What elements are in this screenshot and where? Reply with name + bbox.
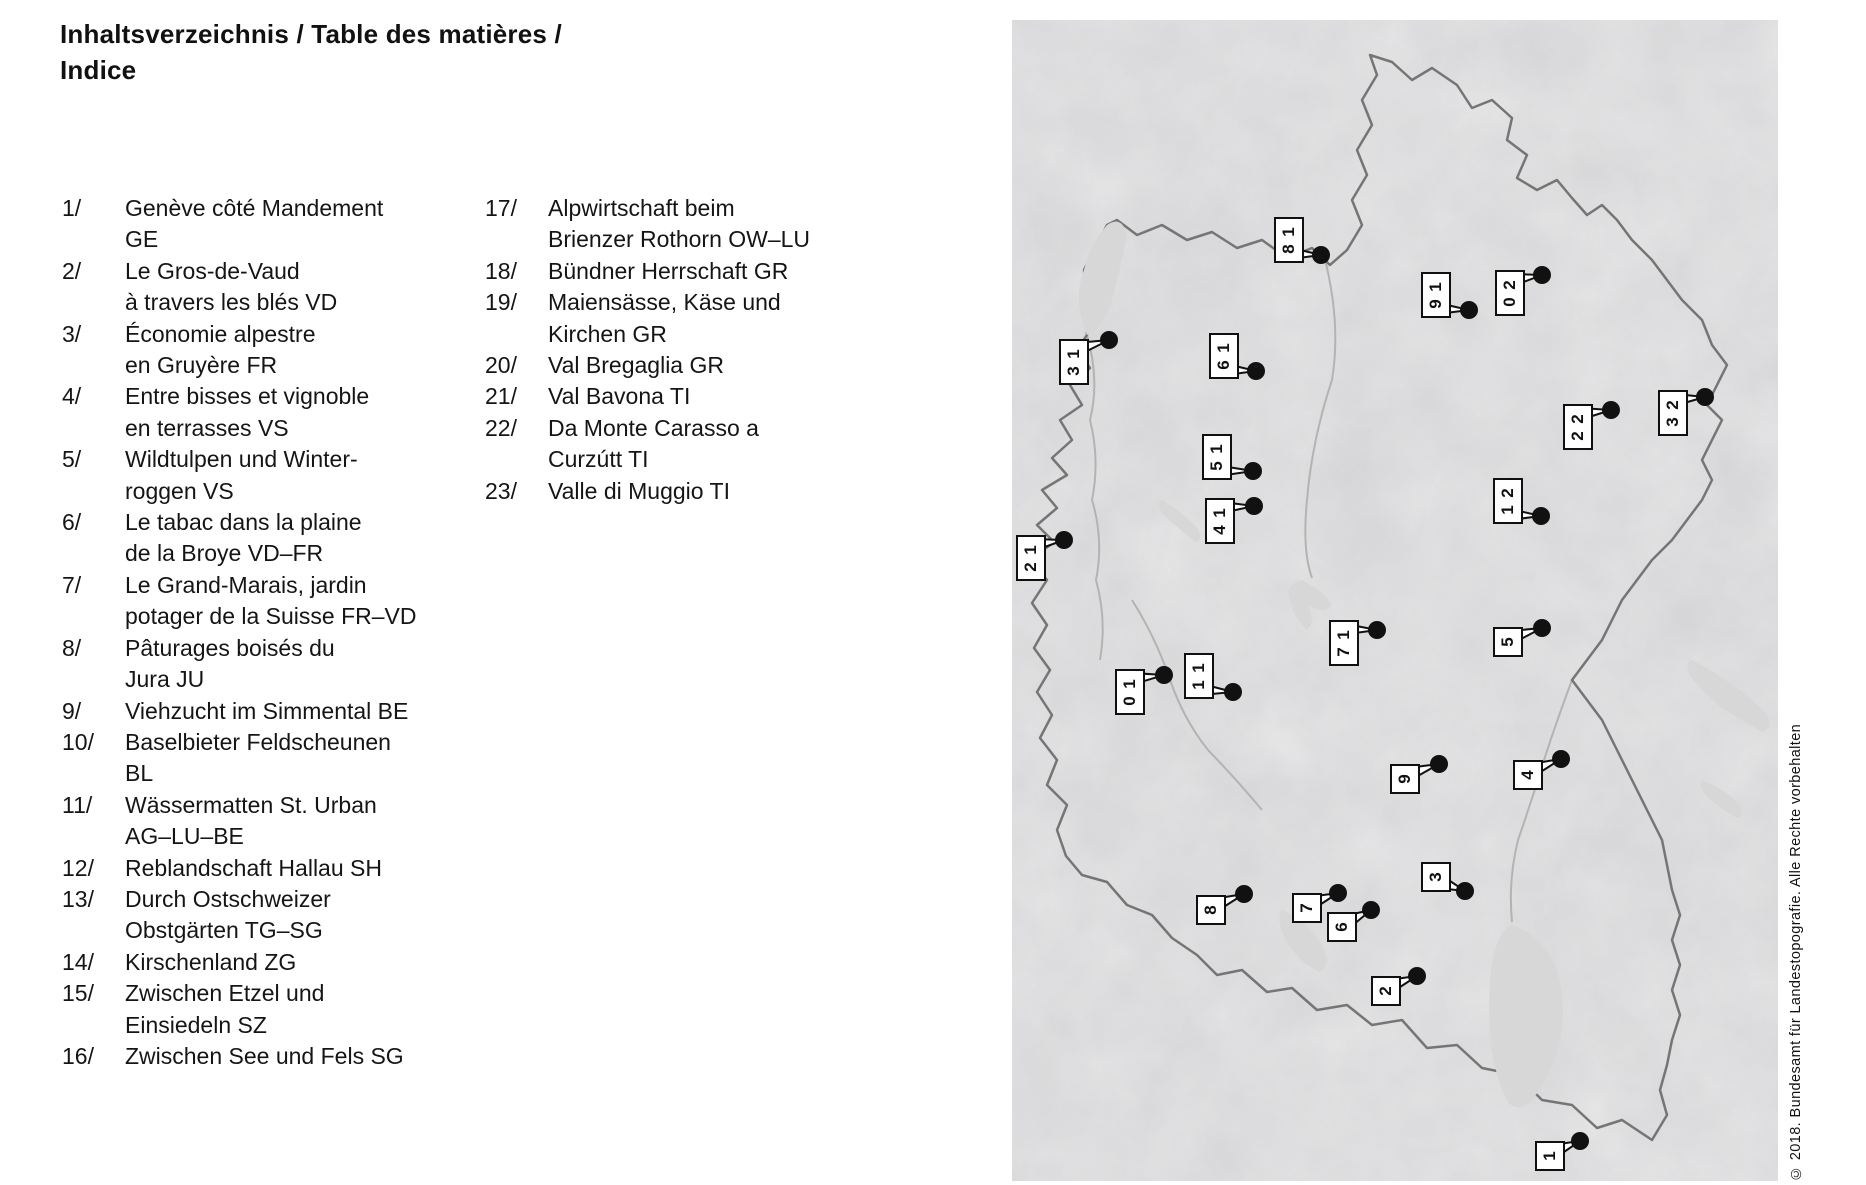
toc-item	[485, 287, 925, 350]
marker-number-digit: 2	[1376, 986, 1395, 996]
marker-number-digit: 5	[1207, 460, 1226, 471]
marker-number-digit: 1	[1021, 544, 1040, 555]
page-title	[60, 16, 562, 88]
map-marker-flag-3	[1421, 862, 1451, 892]
marker-dot-14	[1245, 497, 1263, 515]
marker-dot-16	[1247, 362, 1265, 380]
toc-item-number: 1/	[62, 195, 82, 221]
marker-number-digit: 1	[1498, 504, 1517, 515]
map-marker-flag-22	[1563, 404, 1593, 450]
map-marker-flag-9	[1390, 764, 1420, 794]
toc-item-number: 10/	[62, 728, 94, 755]
marker-number-digit: 1	[1210, 507, 1229, 518]
marker-number-digit: 1	[1064, 348, 1083, 359]
marker-dot-10	[1155, 666, 1173, 684]
marker-number-digit: 9	[1426, 298, 1445, 309]
marker-number-digit: 1	[1279, 226, 1298, 237]
toc-item-number: 8/	[62, 634, 82, 661]
marker-number-digit: 3	[1064, 365, 1083, 376]
toc-item-title: Reblandschaft Hallau SH	[125, 854, 382, 881]
marker-dot-18	[1312, 246, 1330, 264]
toc-item-number: 22/	[485, 414, 517, 441]
toc-item-number: 21/	[485, 383, 517, 410]
toc-item-title: Zwischen Etzel und Einsiedeln SZ	[125, 980, 325, 1038]
marker-dot-21	[1532, 507, 1550, 525]
toc-item-number: 2/	[62, 257, 82, 284]
toc-item	[485, 413, 925, 476]
marker-number-digit: 9	[1395, 774, 1414, 784]
marker-number-digit: 2	[1568, 430, 1587, 441]
marker-number-digit: 6	[1332, 922, 1351, 932]
toc-item	[62, 633, 472, 696]
marker-number-digit: 2	[1021, 561, 1040, 572]
map-marker-flag-16	[1209, 333, 1239, 379]
toc-item	[62, 947, 472, 978]
map-marker-flag-13	[1059, 339, 1089, 385]
toc-item	[62, 790, 472, 853]
toc-item-number: 3/	[62, 320, 82, 347]
toc-item	[485, 476, 925, 507]
toc-item-title: Le tabac dans la plaine de la Broye VD–FR	[125, 509, 362, 567]
marker-dot-9	[1430, 755, 1448, 773]
toc-item-number: 15/	[62, 980, 94, 1007]
map-marker-flag-2	[1371, 976, 1401, 1006]
map-marker-flag-1	[1535, 1141, 1565, 1171]
marker-number-digit: 0	[1120, 695, 1139, 706]
toc-column-1	[62, 193, 472, 1072]
toc-column-2	[485, 193, 925, 507]
marker-dot-2	[1408, 967, 1426, 985]
marker-number-digit: 1	[1334, 629, 1353, 640]
marker-number-digit: 1	[1189, 679, 1208, 690]
marker-dot-15	[1244, 462, 1262, 480]
toc-item-title: Alpwirtschaft beim Brienzer Rothorn OW–LU	[548, 195, 811, 253]
marker-dot-6	[1362, 901, 1380, 919]
toc-item-title: Genève côté Mandement GE	[125, 195, 384, 253]
toc-item-number: 9/	[62, 697, 82, 724]
toc-item	[485, 350, 925, 381]
marker-number-digit: 1	[1207, 443, 1226, 454]
toc-item-title: Val Bregaglia GR	[548, 352, 724, 379]
map-marker-flag-8	[1196, 895, 1226, 925]
marker-number-digit: 1	[1189, 662, 1208, 673]
toc-item-number: 12/	[62, 854, 94, 881]
marker-number-digit: 1	[1426, 281, 1445, 292]
map-marker-flag-5	[1493, 627, 1523, 657]
toc-item-title: Kirschenland ZG	[125, 948, 297, 975]
marker-number-digit: 3	[1426, 872, 1445, 882]
toc-item	[62, 853, 472, 884]
marker-number-digit: 1	[1540, 1151, 1559, 1161]
toc-item-title: Da Monte Carasso a Curzútt TI	[548, 414, 759, 473]
toc-item-title: Zwischen See und Fels SG	[125, 1042, 404, 1069]
toc-item	[62, 884, 472, 947]
toc-item-title: Viehzucht im Simmental BE	[125, 697, 409, 724]
marker-number-digit: 7	[1297, 903, 1316, 913]
toc-item	[62, 1041, 472, 1072]
map-marker-flag-7	[1292, 893, 1322, 923]
toc-item-number: 4/	[62, 383, 82, 410]
marker-dot-5	[1533, 619, 1551, 637]
toc-item-number: 16/	[62, 1042, 94, 1069]
map-marker-flag-14	[1205, 498, 1235, 544]
toc-item-title: Maiensässe, Käse und Kirchen GR	[548, 289, 781, 347]
map-marker-flag-17	[1329, 620, 1359, 666]
marker-number-digit: 2	[1500, 279, 1519, 290]
map-marker-flag-6	[1327, 912, 1357, 942]
marker-number-digit: 6	[1214, 359, 1233, 370]
marker-dot-12	[1055, 531, 1073, 549]
toc-item-number: 17/	[485, 195, 517, 221]
map-marker-flag-19	[1421, 272, 1451, 318]
map-marker-flag-20	[1495, 270, 1525, 316]
toc-item	[62, 381, 472, 444]
marker-dot-17	[1368, 621, 1386, 639]
toc-item-number: 5/	[62, 446, 82, 473]
toc-item-number: 11/	[62, 791, 93, 818]
toc-item-title: Durch Ostschweizer Obstgärten TG–SG	[125, 885, 331, 944]
marker-dot-13	[1100, 331, 1118, 349]
marker-number-digit: 8	[1201, 905, 1220, 915]
marker-number-digit: 4	[1210, 524, 1229, 535]
toc-item	[62, 570, 472, 633]
marker-dot-7	[1329, 884, 1347, 902]
marker-dot-19	[1460, 301, 1478, 319]
marker-number-digit: 4	[1518, 770, 1537, 780]
marker-number-digit: 7	[1334, 646, 1353, 657]
marker-dot-1	[1571, 1132, 1589, 1150]
marker-number-digit: 1	[1214, 342, 1233, 353]
toc-item-title: Baselbieter Feldscheunen BL	[125, 728, 391, 787]
toc-item-title: Valle di Muggio TI	[548, 477, 730, 504]
toc-item-number: 13/	[62, 885, 94, 912]
marker-dot-11	[1224, 683, 1242, 701]
map-marker-flag-15	[1202, 434, 1232, 480]
marker-dot-8	[1235, 885, 1253, 903]
toc-item	[62, 319, 472, 382]
toc-item-title: Économie alpestre en Gruyère FR	[125, 320, 316, 379]
toc-item	[62, 444, 472, 507]
map-marker-flag-11	[1184, 653, 1214, 699]
toc-item	[62, 978, 472, 1041]
toc-item-title: Le Gros-de-Vaud à travers les blés VD	[125, 257, 338, 316]
marker-number-digit: 8	[1279, 243, 1298, 254]
map-marker-flag-18	[1274, 217, 1304, 263]
toc-item-number: 18/	[485, 257, 517, 284]
switzerland-relief-map	[1012, 20, 1778, 1181]
page-title-line2: Indice	[60, 55, 137, 85]
map-marker-flag-4	[1513, 760, 1543, 790]
toc-item-title: Pâturages boisés du Jura JU	[125, 634, 335, 693]
marker-dot-20	[1533, 266, 1551, 284]
map-marker-flag-12	[1016, 535, 1046, 581]
marker-number-digit: 2	[1663, 399, 1682, 410]
marker-number-digit: 2	[1568, 413, 1587, 424]
toc-item-title: Wässermatten St. Urban AG–LU–BE	[125, 791, 377, 850]
toc-item-number: 19/	[485, 289, 517, 316]
toc-item-number: 6/	[62, 509, 82, 536]
toc-item	[62, 507, 472, 570]
marker-dot-23	[1696, 388, 1714, 406]
toc-item-number: 7/	[62, 571, 82, 598]
toc-item	[62, 256, 472, 319]
toc-item-title: Val Bavona TI	[548, 383, 691, 410]
marker-number-digit: 0	[1500, 296, 1519, 307]
marker-dot-4	[1552, 750, 1570, 768]
marker-number-digit: 2	[1498, 487, 1517, 498]
map-marker-flag-23	[1658, 390, 1688, 436]
toc-item-number: 14/	[62, 948, 94, 975]
map-marker-flag-10	[1115, 669, 1145, 715]
marker-dot-3	[1456, 882, 1474, 900]
copyright-note: © 2018. Bundesamt für Landestopografie. Alle Rechte vorbehalten	[1788, 723, 1804, 1181]
toc-item	[62, 727, 472, 790]
toc-item-title: Bündner Herrschaft GR	[548, 257, 789, 284]
toc-item-title: Entre bisses et vignoble en terrasses VS	[125, 383, 370, 441]
marker-number-digit: 5	[1498, 637, 1517, 647]
toc-item	[485, 381, 925, 412]
marker-number-digit: 3	[1663, 416, 1682, 427]
map-marker-flag-21	[1493, 478, 1523, 524]
toc-item-number: 23/	[485, 477, 517, 504]
marker-dot-22	[1602, 401, 1620, 419]
marker-number-digit: 1	[1120, 678, 1139, 689]
toc-item	[62, 193, 472, 256]
toc-item	[485, 193, 925, 256]
marker-layer	[1012, 20, 1778, 1181]
toc-item-title: Wildtulpen und Winter- roggen VS	[125, 446, 358, 504]
toc-item	[485, 256, 925, 287]
toc-item	[62, 696, 472, 727]
page-title-line1: Inhaltsverzeichnis / Table des matières /	[60, 19, 562, 49]
toc-item-number: 20/	[485, 352, 517, 379]
toc-item-title: Le Grand-Marais, jardin potager de la Suisse FR–VD	[125, 571, 417, 630]
